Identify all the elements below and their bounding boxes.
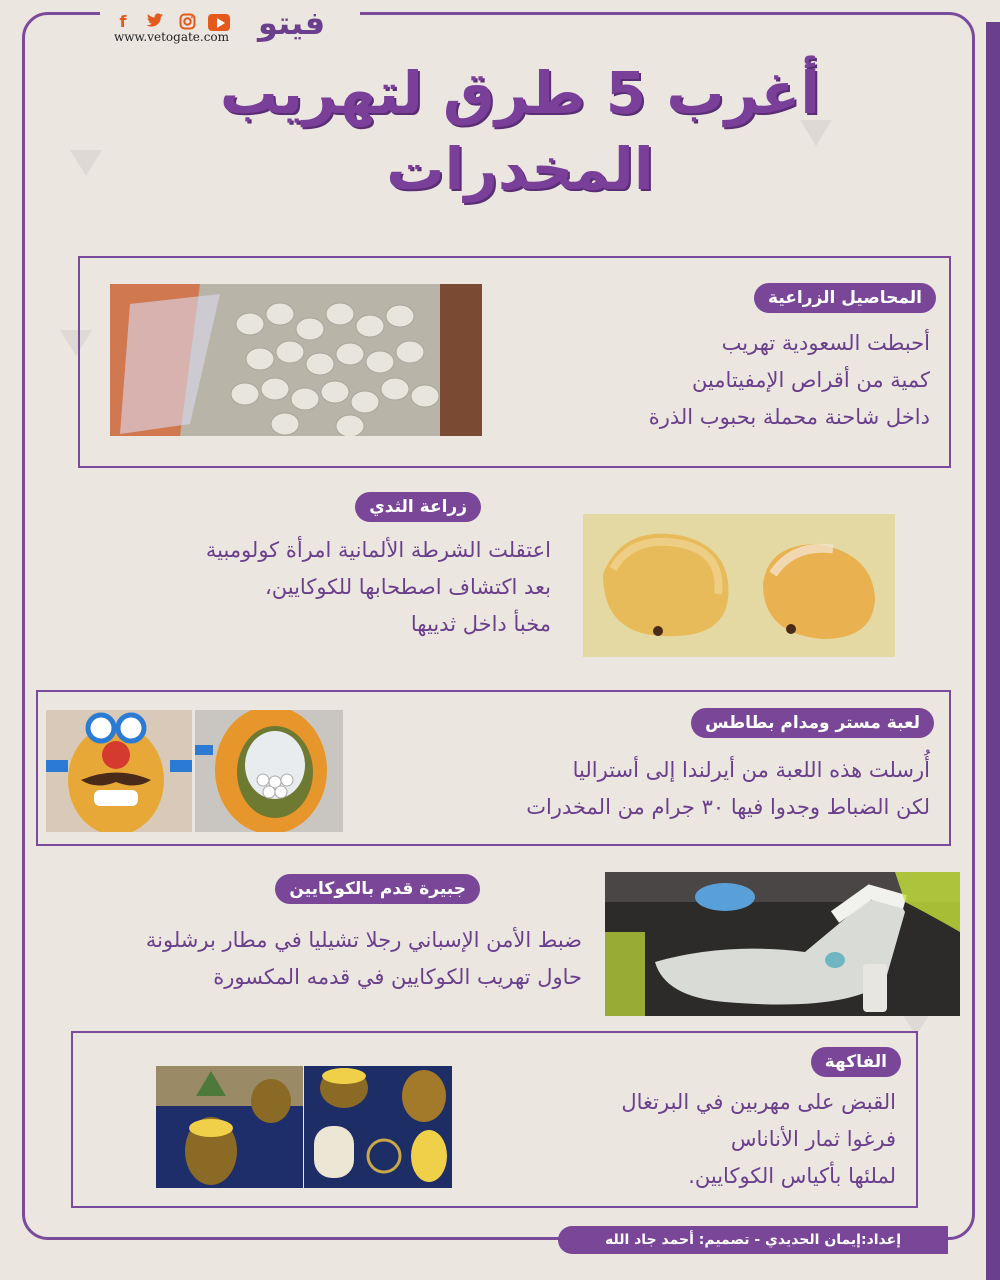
cast-photo bbox=[605, 872, 960, 1016]
text-line: لملئها بأكياس الكوكايين. bbox=[688, 1164, 896, 1188]
pineapple-photo-1 bbox=[156, 1066, 303, 1188]
page-title bbox=[200, 55, 840, 207]
section-tag-toy: لعبة مستر ومدام بطاطس bbox=[691, 708, 934, 738]
section-text-crops bbox=[649, 325, 930, 436]
implants-photo bbox=[583, 514, 895, 657]
text-line: اعتقلت الشرطة الألمانية امرأة كولومبية bbox=[205, 538, 551, 562]
text-line: فرغوا ثمار الأناناس bbox=[730, 1127, 896, 1151]
social-links bbox=[112, 10, 230, 32]
pineapple-photo-2 bbox=[304, 1066, 452, 1188]
text-line: حاول تهريب الكوكايين في قدمه المكسورة bbox=[213, 965, 582, 989]
title-line-2: المخدرات bbox=[386, 135, 654, 203]
text-line: أُرسلت هذه اللعبة من أيرلندا إلى أستراليا bbox=[572, 758, 930, 782]
section-text-implants bbox=[206, 532, 551, 643]
text-line: أحبطت السعودية تهريب bbox=[721, 331, 930, 355]
section-text-cast bbox=[146, 922, 582, 996]
text-line: كمية من أقراص الإمفيتامين bbox=[691, 368, 930, 392]
youtube-icon[interactable] bbox=[208, 10, 230, 32]
text-line: القبض على مهربين في البرتغال bbox=[621, 1090, 896, 1114]
text-line: مخبأ داخل ثدييها bbox=[410, 612, 551, 636]
facebook-icon[interactable]: f bbox=[119, 11, 127, 31]
text-line: لكن الضباط وجدوا فيها ٣٠ جرام من المخدرات bbox=[526, 795, 930, 819]
toy-photo-1 bbox=[46, 710, 192, 832]
section-tag-cast: جبيرة قدم بالكوكايين bbox=[275, 874, 480, 904]
toy-photo-2 bbox=[195, 710, 343, 832]
section-tag-fruit: الفاكهة bbox=[811, 1047, 901, 1077]
twitter-icon[interactable] bbox=[144, 10, 166, 32]
section-text-toy bbox=[526, 752, 930, 826]
text-line: ضبط الأمن الإسباني رجلا تشيليا في مطار برشلونة bbox=[145, 928, 582, 952]
credits-footer: إعداد:إيمان الحديدي - تصميم: أحمد جاد الله bbox=[558, 1226, 948, 1254]
side-strip bbox=[986, 22, 1000, 1280]
brand-logo: فيتو bbox=[258, 4, 326, 42]
website-url[interactable]: www.vetogate.com bbox=[114, 30, 230, 44]
text-line: داخل شاحنة محملة بحبوب الذرة bbox=[648, 405, 930, 429]
section-tag-implants: زراعة الثدي bbox=[355, 492, 481, 522]
text-line: بعد اكتشاف اصطحابها للكوكايين، bbox=[264, 575, 551, 599]
decor-triangle bbox=[70, 150, 102, 176]
title-line-1: أغرب 5 طرق لتهريب bbox=[219, 59, 821, 127]
pills-photo bbox=[110, 284, 482, 436]
instagram-icon[interactable] bbox=[176, 10, 198, 32]
section-tag-crops: المحاصيل الزراعية bbox=[754, 283, 936, 313]
section-text-fruit bbox=[621, 1084, 896, 1195]
